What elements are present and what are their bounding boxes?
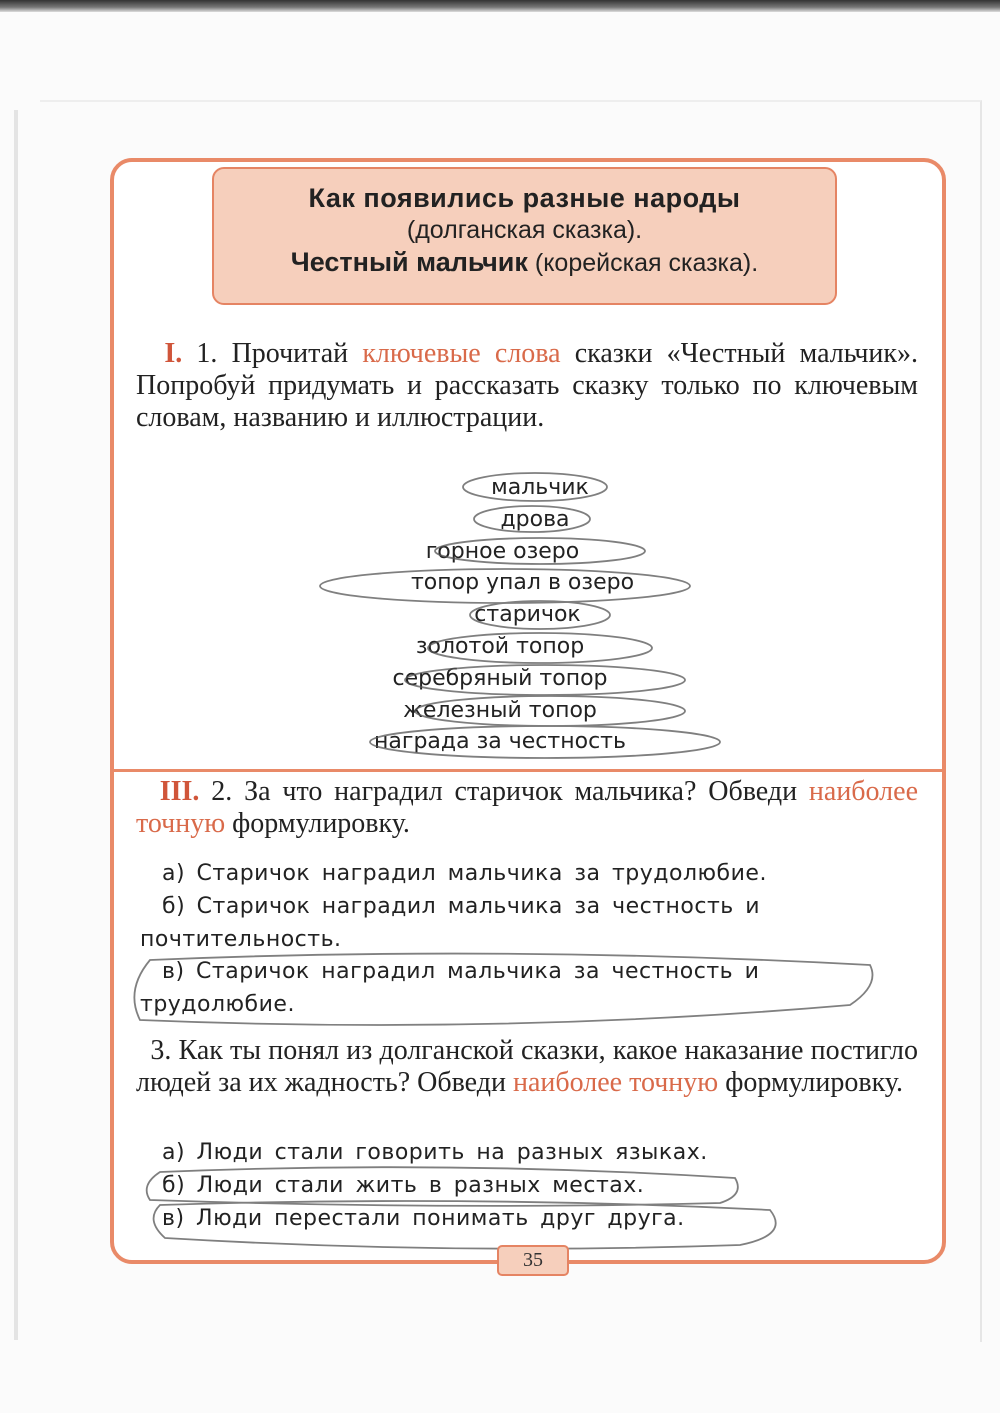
task-1-highlight: ключевые слова [362, 338, 561, 369]
keyword: награда за честность [374, 729, 626, 755]
task-3-option-a: а) Люди стали говорить на разных языках. [162, 1140, 708, 1165]
lesson-header [212, 167, 837, 305]
task-3-option-b: б) Люди стали жить в разных местах. [162, 1173, 645, 1198]
task-1-instruction: 1. Прочитай [196, 338, 349, 369]
story-title-2-line [214, 247, 835, 278]
keyword: мальчик [491, 475, 589, 500]
task-2-option-b: б) Старичок наградил мальчика за честность и почтительность. [140, 894, 761, 952]
task-2-question: 2. За что наградил старичок мальчика? Обведи [211, 776, 798, 807]
keyword: дрова [500, 506, 570, 532]
keyword: серебряный топор [392, 665, 608, 691]
task-2-question-end: формулировку. [232, 808, 410, 839]
story-title-2: Честный мальчик [290, 247, 528, 277]
section-divider [110, 769, 946, 772]
task-1-text [136, 338, 918, 434]
task-2-option-a: а) Старичок наградил мальчика за трудолюбие. [162, 861, 767, 886]
story-subtitle-1: (долганская сказка). [406, 216, 643, 244]
keyword: железный топор [403, 697, 597, 723]
task-3-question: 3. Как ты понял из долганской сказки, какое наказание постигло людей за их жадность? Обведи [136, 1035, 918, 1098]
page-number: 35 [497, 1245, 569, 1276]
task-1-instruction-rest: сказки «Честный мальчик». Попробуй придумать и рассказать сказку только по ключевым словам, названию и иллюстрации. [136, 338, 919, 433]
keyword-list [0, 472, 1000, 758]
task-level-3: III. [159, 776, 200, 807]
task-3-text [136, 1035, 918, 1099]
task-level-1: I. [164, 338, 183, 369]
story-title-1: Как появились разные народы [308, 183, 741, 213]
keyword: топор упал в озеро [410, 570, 635, 596]
task-2-highlight: наиболее точную [136, 776, 919, 839]
story-subtitle-2: (корейская сказка). [534, 249, 759, 277]
task-3-question-end: формулировку. [725, 1067, 904, 1098]
task-2-text [136, 776, 918, 840]
keyword: золотой топор [415, 633, 585, 659]
keyword: горное озеро [425, 538, 580, 564]
task-3-option-c: в) Люди перестали понимать друг друга. [162, 1206, 685, 1231]
scan-top-edge [0, 0, 1000, 12]
task-2-option-c: в) Старичок наградил мальчика за честность и трудолюбие. [140, 959, 760, 1017]
keyword: старичок [474, 602, 581, 628]
task-3-highlight: наиболее точную [512, 1067, 719, 1098]
